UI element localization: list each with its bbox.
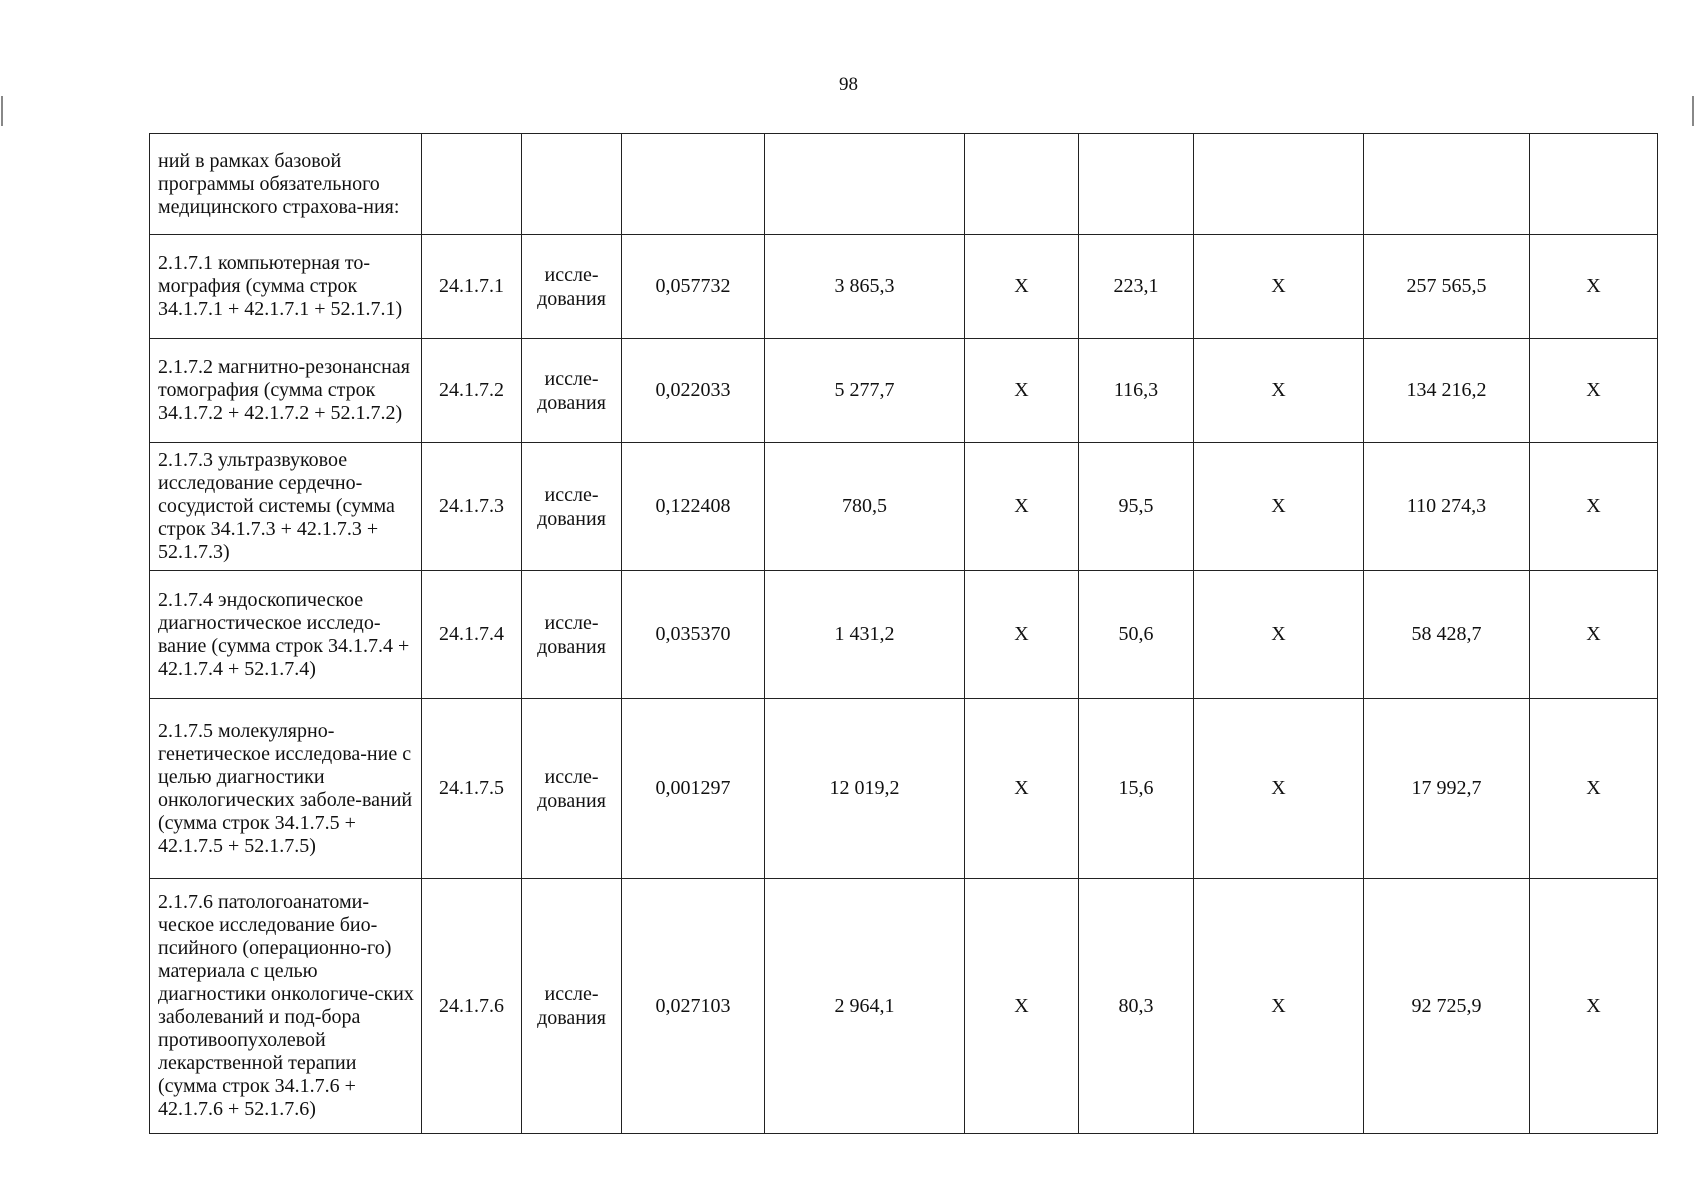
scan-edge-mark-left	[1, 96, 3, 126]
col8-value	[1194, 134, 1364, 235]
page-number: 98	[839, 74, 858, 95]
col7-value: 223,1	[1079, 235, 1194, 339]
col6-value: X	[965, 571, 1079, 699]
col8-value: X	[1194, 879, 1364, 1134]
table-row	[150, 235, 1658, 339]
cost-value: 3 865,3	[765, 235, 965, 339]
volume-value: 0,122408	[622, 443, 765, 571]
col6-value: X	[965, 235, 1079, 339]
cost-value	[765, 134, 965, 235]
line-code: 24.1.7.2	[422, 339, 522, 443]
unit: иссле-дования	[522, 879, 622, 1134]
line-code: 24.1.7.3	[422, 443, 522, 571]
unit: иссле-дования	[522, 339, 622, 443]
col6-value: X	[965, 443, 1079, 571]
row-description: 2.1.7.6 патологоанатоми-ческое исследование био-псийного (операционно-го) материала с целью диагностики онкологиче-ских заболеваний и под-бора противоопухолевой лекарственной терапии (сумма строк 34.1.7.6 + 42.1.7.6 + 52.1.7.6)	[150, 879, 422, 1134]
col8-value: X	[1194, 699, 1364, 879]
table-row	[150, 571, 1658, 699]
volume-value: 0,035370	[622, 571, 765, 699]
col9-value: 17 992,7	[1364, 699, 1530, 879]
cost-value: 5 277,7	[765, 339, 965, 443]
col7-value: 50,6	[1079, 571, 1194, 699]
unit: иссле-дования	[522, 235, 622, 339]
row-description: 2.1.7.5 молекулярно-генетическое исследова-ние с целью диагностики онкологических заболе-ваний (сумма строк 34.1.7.5 + 42.1.7.5 + 52.1.7.5)	[150, 699, 422, 879]
col7-value: 15,6	[1079, 699, 1194, 879]
col8-value: X	[1194, 339, 1364, 443]
table-row	[150, 339, 1658, 443]
line-code: 24.1.7.5	[422, 699, 522, 879]
volume-value: 0,057732	[622, 235, 765, 339]
line-code: 24.1.7.4	[422, 571, 522, 699]
row-description: 2.1.7.4 эндоскопическое диагностическое исследо-вание (сумма строк 34.1.7.4 + 42.1.7.4 + 52.1.7.4)	[150, 571, 422, 699]
unit: иссле-дования	[522, 443, 622, 571]
volume-value: 0,022033	[622, 339, 765, 443]
col10-value: X	[1530, 571, 1658, 699]
col10-value: X	[1530, 443, 1658, 571]
col9-value: 134 216,2	[1364, 339, 1530, 443]
col10-value: X	[1530, 339, 1658, 443]
col8-value: X	[1194, 235, 1364, 339]
line-code	[422, 134, 522, 235]
col9-value: 110 274,3	[1364, 443, 1530, 571]
scan-edge-mark-right	[1692, 96, 1694, 126]
unit	[522, 134, 622, 235]
cost-value: 1 431,2	[765, 571, 965, 699]
table-row	[150, 699, 1658, 879]
col7-value	[1079, 134, 1194, 235]
col10-value	[1530, 134, 1658, 235]
table-row	[150, 443, 1658, 571]
col9-value: 257 565,5	[1364, 235, 1530, 339]
col7-value: 80,3	[1079, 879, 1194, 1134]
col10-value: X	[1530, 235, 1658, 339]
cost-value: 780,5	[765, 443, 965, 571]
line-code: 24.1.7.6	[422, 879, 522, 1134]
budget-table	[149, 133, 1658, 1134]
unit: иссле-дования	[522, 699, 622, 879]
col6-value: X	[965, 879, 1079, 1134]
col10-value: X	[1530, 879, 1658, 1134]
col8-value: X	[1194, 571, 1364, 699]
cost-value: 2 964,1	[765, 879, 965, 1134]
col6-value: X	[965, 339, 1079, 443]
volume-value: 0,027103	[622, 879, 765, 1134]
volume-value: 0,001297	[622, 699, 765, 879]
row-description: ний в рамках базовой программы обязательного медицинского страхова-ния:	[150, 134, 422, 235]
col10-value: X	[1530, 699, 1658, 879]
row-description: 2.1.7.1 компьютерная то-мография (сумма строк 34.1.7.1 + 42.1.7.1 + 52.1.7.1)	[150, 235, 422, 339]
cost-value: 12 019,2	[765, 699, 965, 879]
col7-value: 95,5	[1079, 443, 1194, 571]
col6-value: X	[965, 699, 1079, 879]
volume-value	[622, 134, 765, 235]
line-code: 24.1.7.1	[422, 235, 522, 339]
table-row	[150, 879, 1658, 1134]
col7-value: 116,3	[1079, 339, 1194, 443]
table-row	[150, 134, 1658, 235]
col8-value: X	[1194, 443, 1364, 571]
col9-value	[1364, 134, 1530, 235]
col9-value: 92 725,9	[1364, 879, 1530, 1134]
col9-value: 58 428,7	[1364, 571, 1530, 699]
col6-value	[965, 134, 1079, 235]
unit: иссле-дования	[522, 571, 622, 699]
row-description: 2.1.7.3 ультразвуковое исследование сердечно-сосудистой системы (сумма строк 34.1.7.3 + 42.1.7.3 + 52.1.7.3)	[150, 443, 422, 571]
row-description: 2.1.7.2 магнитно-резонансная томография (сумма строк 34.1.7.2 + 42.1.7.2 + 52.1.7.2)	[150, 339, 422, 443]
